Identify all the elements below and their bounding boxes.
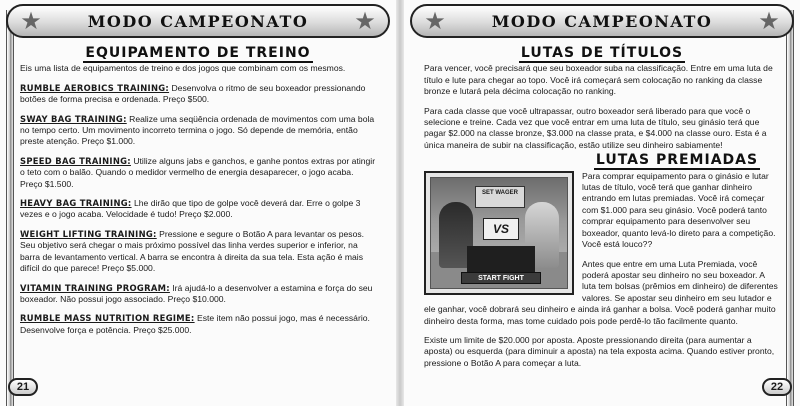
ring-rope-right	[786, 10, 794, 406]
header-title: MODO CAMPEONATO	[491, 11, 713, 31]
star-icon: ★	[20, 8, 42, 35]
equipment-item: SPEED BAG TRAINING: Utilize alguns jabs e ganchos, e ganhe pontos extras por atingir o teto com o balão. Quando o medidor vermelho de energia desaparecer, o jogo acaba. Preço $1.500.	[20, 155, 376, 189]
wager-banner: SET WAGER	[475, 186, 525, 208]
page-number: 21	[8, 378, 38, 396]
page-number: 22	[762, 378, 792, 396]
star-icon: ★	[424, 8, 446, 35]
paragraph: Existe um limite de $20.000 por aposta. Aposte pressionando direita (para aumentar a aposta) ou esquerda (para diminuir a aposta) na tela exposta acima. Quando estiver pronto, pressione o Botão A para começar a luta.	[424, 334, 775, 368]
vs-badge: VS	[483, 218, 519, 240]
right-content	[424, 45, 780, 377]
equipment-item: HEAVY BAG TRAINING: Lhe dirão que tipo de golpe você deverá dar. Erre o golpe 3 vezes e o jogo acaba. Velocidade é tudo! Preço $2.000.	[20, 198, 361, 220]
star-icon: ★	[758, 8, 780, 35]
section-title: LUTAS PREMIADAS	[595, 152, 759, 169]
wager-panel	[467, 246, 535, 272]
equipment-item: VITAMIN TRAINING PROGRAM: Irá ajudá-lo a desenvolver a estamina e força do seu boxeador. Não possui jogo associado. Preço $10.000.	[20, 282, 373, 304]
book-spine	[396, 0, 404, 406]
game-screenshot	[424, 171, 574, 295]
equipment-item: RUMBLE MASS NUTRITION REGIME: Este item não possui jogo, mas é necessário. Desenvolve força e potência. Preço $25.000.	[20, 313, 370, 335]
star-icon: ★	[354, 8, 376, 35]
equipment-item: RUMBLE AEROBICS TRAINING: Desenvolva o ritmo de seu boxeador pressionando botões de forma precisa e ordenada. Preço $500.	[20, 82, 366, 105]
paragraph: Para vencer, você precisará que seu boxeador suba na classificação. Entre em uma luta de título e lute para chegar ao topo. Você irá começará sem colocação no ranking da classe bronze e lutará pela décima colocação no ranking.	[424, 63, 773, 97]
equipment-item: WEIGHT LIFTING TRAINING: Pressione e segure o Botão A para levantar os pesos. Seu objetivo será chegar o mais próximo possível das linha verdes superior e inferior, na barra de levantamento vertical. A barra se encontra à direita da sua tela. Esta ação é mais difícil do que parece! Preço $5.000.	[20, 228, 365, 274]
equipment-item: SWAY BAG TRAINING: Realize uma seqüência ordenada de movimentos com uma bola no tempo certo. Um movimento incorreto termina o jogo. Só depende de memória, então preste atenção. Preço $1.000.	[20, 113, 375, 147]
left-page	[0, 0, 396, 406]
ring-rope-left	[6, 10, 14, 406]
paragraph: Para comprar equipamento para o ginásio e lutar lutas de título, você terá que ganhar dinheiro entrando em lutas premiadas. Você irá começar com $1.000 para seu ginásio. Você poderá tanto comprar equipamento para desenvolver seu boxeador, quanto levá-lo direto para a competição. Você está louco??	[582, 170, 776, 250]
header-banner-left	[6, 4, 390, 38]
section-title: LUTAS DE TÍTULOS	[520, 45, 684, 61]
left-content	[20, 45, 376, 344]
paragraph: Para cada classe que você ultrapassar, outro boxeador será liberado para que você o selecione e treine. Cada vez que você entrar em uma luta de título, seu ginásio terá que pagar $2.000 na classe bronze, $3.000 na classe prata, e $4.000 na classe ouro. Esta é a única maneira de subir na classificação, estão utilize seu dinheiro sabiamente!	[424, 105, 767, 150]
header-banner-right	[410, 4, 794, 38]
right-page	[404, 0, 800, 406]
intro-text: Eis uma lista de equipamentos de treino e dos jogos que combinam com os mesmos.	[20, 63, 346, 74]
header-title: MODO CAMPEONATO	[87, 11, 309, 31]
start-fight-button: START FIGHT	[461, 272, 541, 284]
screenshot-scene	[430, 177, 568, 289]
section-title: EQUIPAMENTO DE TREINO	[85, 45, 311, 61]
paragraph: Antes que entre em uma Luta Premiada, você poderá apostar seu dinheiro no seu boxeador. A luta tem bolsas (prêmios em dinheiro) de diferentes valores. Se apostar seu dinheiro em seu lutador e ele ganhar, você dobrará seu dinheiro e ainda irá ganhar a bolsa. Você poderá ganhar muito dinheiro desta forma, mas tome cuidado pois pode perdê-lo tão facilmente quanto.	[424, 258, 778, 326]
